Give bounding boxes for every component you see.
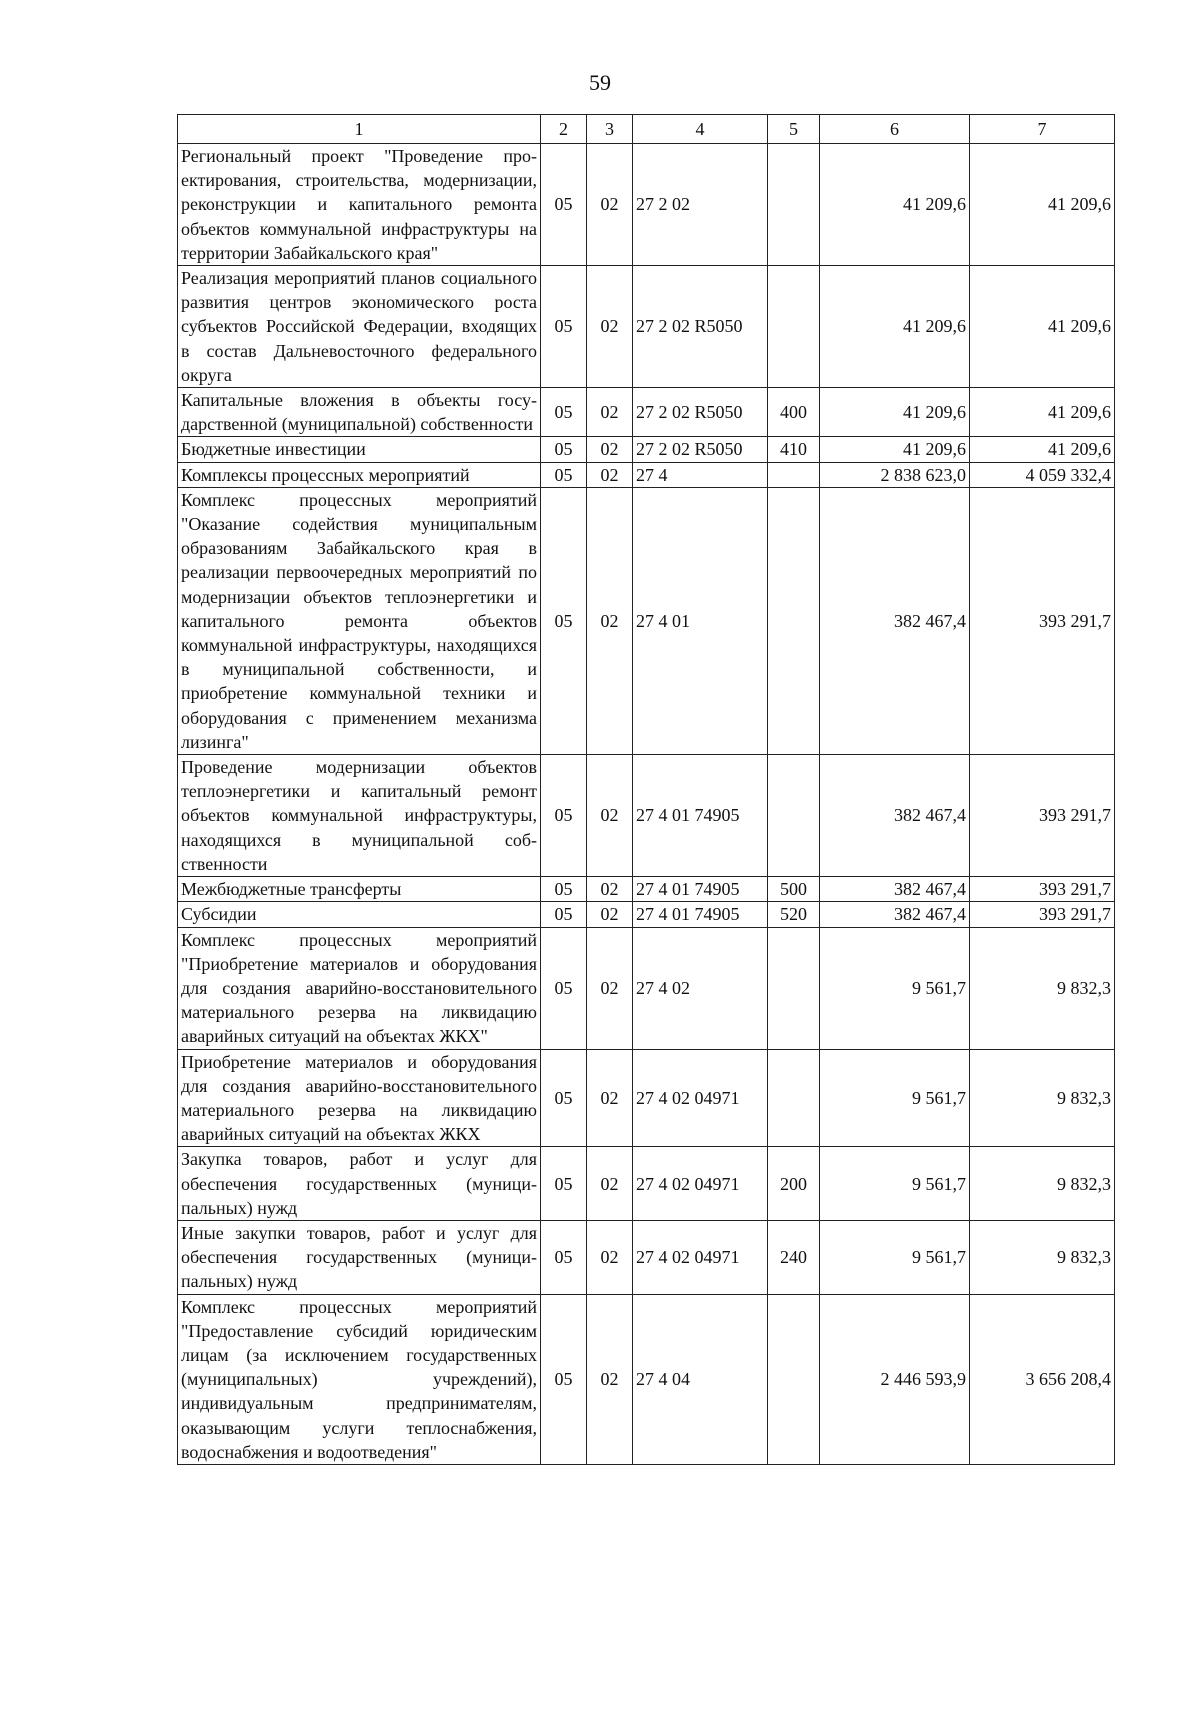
row-target-article: 27 4 02 04971: [633, 1147, 768, 1221]
header-col-2: 2: [541, 115, 587, 144]
row-subsection: 02: [587, 927, 633, 1049]
row-target-article: 27 2 02 R5050: [633, 266, 768, 388]
row-subsection: 02: [587, 877, 633, 902]
row-amount-1: 2 446 593,9: [820, 1294, 970, 1464]
row-subsection: 02: [587, 755, 633, 877]
row-name: Субсидии: [178, 902, 541, 927]
row-target-article: 27 2 02 R5050: [633, 437, 768, 462]
row-target-article: 27 4: [633, 462, 768, 487]
row-amount-1: 382 467,4: [820, 902, 970, 927]
row-name: Проведение модернизации объектов теплоэнергетики и капитальный ремонт объектов коммунальной инфраструктуры, находящихся в муниципальной собственности: [178, 755, 541, 877]
row-name: Региональный проект "Проведение проектирования, строительства, модернизации, реконструкции и капитального ремонта объектов коммунальной инфраструктуры на территории Забайкальского края": [178, 144, 541, 266]
row-target-article: 27 2 02: [633, 144, 768, 266]
row-amount-1: 9 561,7: [820, 1220, 970, 1294]
row-expense-type: [768, 462, 820, 487]
row-name: Комплекс процессных мероприятий "Предоставление субсидий юридическим лицам (за исключением государственных (муниципальных) учреждений), индивидуальным предпринимателям, оказывающим услуги теплоснабжения, водоснабжения и водоотведения": [178, 1294, 541, 1464]
row-subsection: 02: [587, 462, 633, 487]
row-amount-1: 382 467,4: [820, 755, 970, 877]
row-expense-type: [768, 755, 820, 877]
row-amount-2: 9 832,3: [970, 1147, 1115, 1221]
row-amount-2: 393 291,7: [970, 487, 1115, 754]
row-name: Закупка товаров, работ и услуг для обеспечения государственных (муниципальных) нужд: [178, 1147, 541, 1221]
row-section: 05: [541, 437, 587, 462]
row-target-article: 27 4 01 74905: [633, 877, 768, 902]
row-target-article: 27 4 04: [633, 1294, 768, 1464]
row-amount-1: 2 838 623,0: [820, 462, 970, 487]
row-amount-1: 41 209,6: [820, 144, 970, 266]
table-row: [178, 1220, 1115, 1294]
row-amount-2: 4 059 332,4: [970, 462, 1115, 487]
table-row: [178, 462, 1115, 487]
row-subsection: 02: [587, 1147, 633, 1221]
row-amount-2: 41 209,6: [970, 437, 1115, 462]
row-name: Приобретение материалов и оборудования для создания аварийно-восстановительного материального резерва на ликвидацию аварийных ситуаций на объектах ЖКХ: [178, 1049, 541, 1147]
row-subsection: 02: [587, 902, 633, 927]
row-amount-2: 393 291,7: [970, 877, 1115, 902]
table-row: [178, 1049, 1115, 1147]
table-row: [178, 1294, 1115, 1464]
row-subsection: 02: [587, 1049, 633, 1147]
row-expense-type: 410: [768, 437, 820, 462]
table-row: [178, 902, 1115, 927]
row-section: 05: [541, 1220, 587, 1294]
row-expense-type: 520: [768, 902, 820, 927]
row-amount-2: 41 209,6: [970, 266, 1115, 388]
row-section: 05: [541, 1294, 587, 1464]
row-target-article: 27 4 01 74905: [633, 902, 768, 927]
header-col-4: 4: [633, 115, 768, 144]
row-amount-1: 41 209,6: [820, 266, 970, 388]
row-amount-1: 382 467,4: [820, 487, 970, 754]
row-expense-type: 500: [768, 877, 820, 902]
row-expense-type: 240: [768, 1220, 820, 1294]
row-expense-type: [768, 487, 820, 754]
row-name: Комплекс процессных мероприятий "Приобретение материалов и оборудования для создания аварийно-восстановительного материального резерва на ликвидацию аварийных ситуаций на объектах ЖКХ": [178, 927, 541, 1049]
row-subsection: 02: [587, 144, 633, 266]
row-expense-type: [768, 1049, 820, 1147]
row-name: Капитальные вложения в объекты государственной (муниципальной) собственности: [178, 388, 541, 437]
header-col-1: 1: [178, 115, 541, 144]
row-amount-1: 9 561,7: [820, 1049, 970, 1147]
row-amount-2: 41 209,6: [970, 144, 1115, 266]
header-col-3: 3: [587, 115, 633, 144]
table-row: [178, 487, 1115, 754]
row-expense-type: [768, 266, 820, 388]
row-amount-2: 9 832,3: [970, 1049, 1115, 1147]
row-amount-2: 9 832,3: [970, 1220, 1115, 1294]
row-amount-2: 393 291,7: [970, 902, 1115, 927]
row-target-article: 27 4 02 04971: [633, 1049, 768, 1147]
row-expense-type: [768, 1294, 820, 1464]
table-row: [178, 927, 1115, 1049]
table-row: [178, 755, 1115, 877]
row-subsection: 02: [587, 437, 633, 462]
table-row: [178, 437, 1115, 462]
budget-table: [177, 114, 1115, 1465]
row-target-article: 27 4 02: [633, 927, 768, 1049]
row-name: Бюджетные инвестиции: [178, 437, 541, 462]
header-col-7: 7: [970, 115, 1115, 144]
table-row: [178, 1147, 1115, 1221]
row-section: 05: [541, 877, 587, 902]
row-subsection: 02: [587, 266, 633, 388]
row-amount-2: 41 209,6: [970, 388, 1115, 437]
row-target-article: 27 2 02 R5050: [633, 388, 768, 437]
row-subsection: 02: [587, 388, 633, 437]
row-expense-type: [768, 144, 820, 266]
row-name: Реализация мероприятий планов социального развития центров экономического роста субъектов Российской Федерации, входящих в состав Дальневосточного федерального округа: [178, 266, 541, 388]
row-section: 05: [541, 462, 587, 487]
row-section: 05: [541, 144, 587, 266]
row-section: 05: [541, 1049, 587, 1147]
row-expense-type: [768, 927, 820, 1049]
row-expense-type: 200: [768, 1147, 820, 1221]
row-amount-2: 3 656 208,4: [970, 1294, 1115, 1464]
row-section: 05: [541, 266, 587, 388]
row-amount-1: 382 467,4: [820, 877, 970, 902]
table-row: [178, 266, 1115, 388]
row-name: Межбюджетные трансферты: [178, 877, 541, 902]
row-section: 05: [541, 1147, 587, 1221]
row-name: Иные закупки товаров, работ и услуг для обеспечения государственных (муниципальных) нужд: [178, 1220, 541, 1294]
row-amount-1: 41 209,6: [820, 388, 970, 437]
row-amount-2: 393 291,7: [970, 755, 1115, 877]
row-subsection: 02: [587, 1294, 633, 1464]
table-row: [178, 877, 1115, 902]
row-target-article: 27 4 02 04971: [633, 1220, 768, 1294]
row-section: 05: [541, 487, 587, 754]
row-amount-1: 9 561,7: [820, 927, 970, 1049]
row-target-article: 27 4 01: [633, 487, 768, 754]
header-col-5: 5: [768, 115, 820, 144]
row-subsection: 02: [587, 1220, 633, 1294]
row-expense-type: 400: [768, 388, 820, 437]
row-subsection: 02: [587, 487, 633, 754]
row-name: Комплексы процессных мероприятий: [178, 462, 541, 487]
row-amount-2: 9 832,3: [970, 927, 1115, 1049]
header-col-6: 6: [820, 115, 970, 144]
row-section: 05: [541, 927, 587, 1049]
page-number: 59: [589, 70, 611, 95]
table-header-row: [178, 115, 1115, 144]
row-section: 05: [541, 902, 587, 927]
table-row: [178, 144, 1115, 266]
table-row: [178, 388, 1115, 437]
row-amount-1: 9 561,7: [820, 1147, 970, 1221]
row-name: Комплекс процессных мероприятий "Оказание содействия муниципальным образованиям Забайкальского края в реализации первоочередных мероприятий по модернизации объектов теплоэнергетики и капитального ремонта объектов коммунальной инфраструктуры, находящихся в муниципальной собственности, и приобретение коммунальной техники и оборудования с применением механизма лизинга": [178, 487, 541, 754]
row-target-article: 27 4 01 74905: [633, 755, 768, 877]
row-section: 05: [541, 388, 587, 437]
row-amount-1: 41 209,6: [820, 437, 970, 462]
row-section: 05: [541, 755, 587, 877]
